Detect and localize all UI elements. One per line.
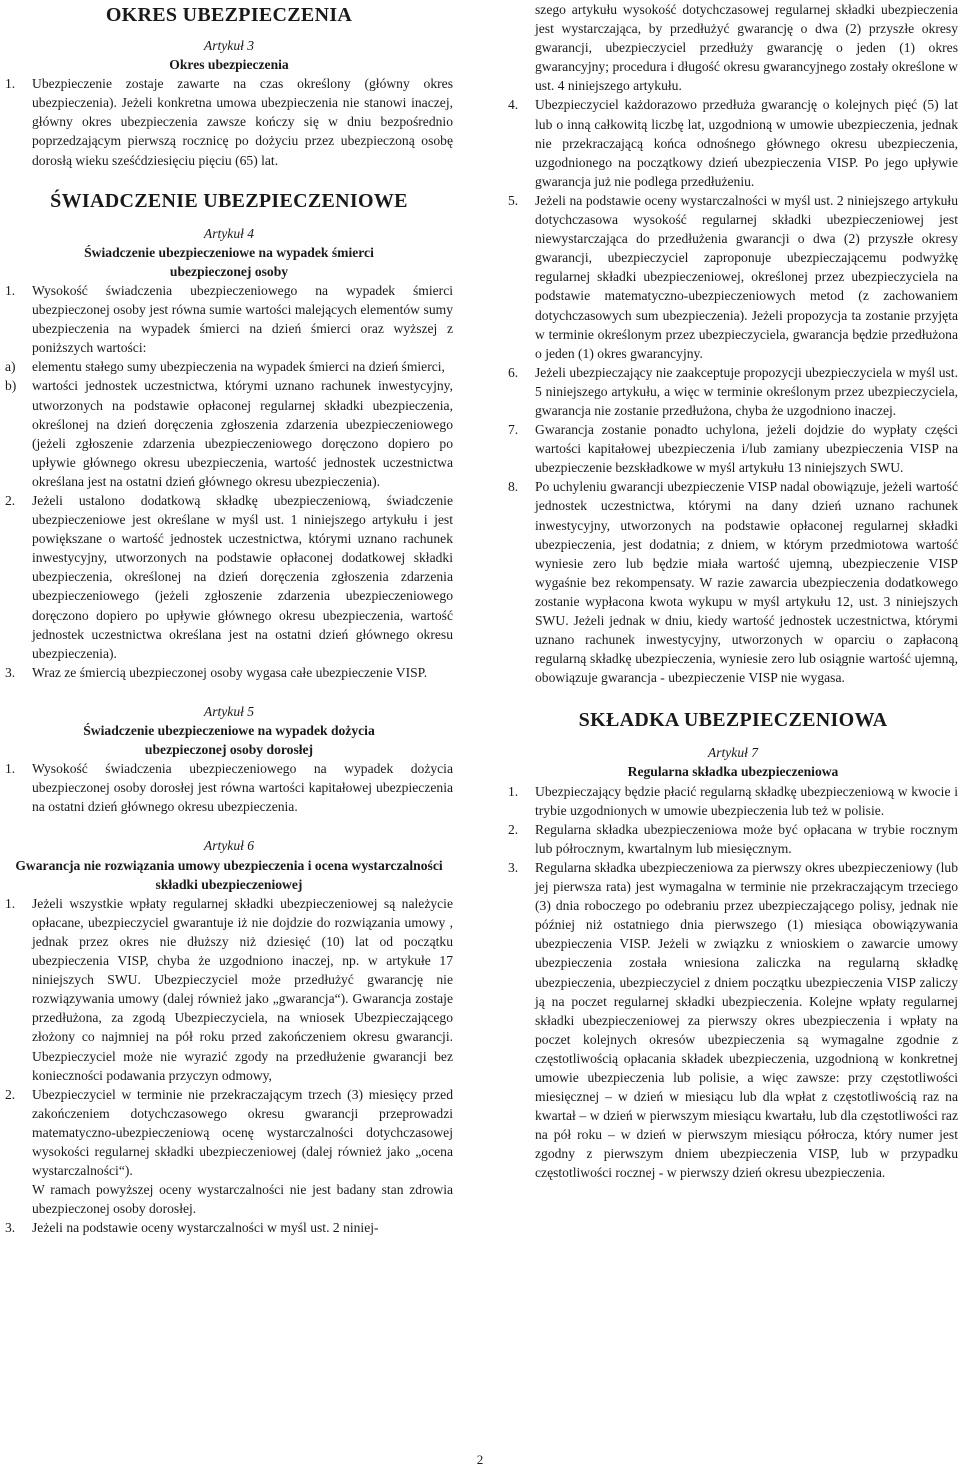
item-text: Jeżeli na podstawie oceny wystarczalności w myśl ust. 2 niniej-	[32, 1220, 379, 1236]
page-number: 2	[476, 1452, 484, 1467]
item-number: 5.	[508, 192, 519, 208]
sub-text: elementu stałego sumy ubezpieczenia na wypadek śmierci na dzień śmierci,	[32, 359, 445, 375]
item-text: Regularna składka ubezpieczeniowa może być opłacana w trybie rocznym lub półrocznym, kwartalnym lub miesięcznym.	[535, 821, 958, 856]
item-number: 1.	[508, 783, 519, 799]
article-6-item-3	[5, 1218, 453, 1237]
item-number: 3.	[5, 1220, 16, 1236]
article-6-item-4	[508, 95, 958, 190]
article-4-sub-a	[5, 357, 453, 376]
article-7-title: Regularna składka ubezpieczeniowa	[627, 764, 839, 780]
item-text: Wraz ze śmiercią ubezpieczonej osoby wygasa całe ubezpieczenie VISP.	[32, 664, 428, 680]
article-5-number: Artykuł 5	[203, 703, 255, 719]
article-3-item-1	[5, 74, 453, 169]
article-5-title: Świadczenie ubezpieczeniowe na wypadek dożycia ubezpieczonej osoby dorosłej	[83, 723, 375, 758]
item-text: Jeżeli ubezpieczający nie zaakceptuje propozycji ubezpieczyciela w myśl ust. 5 niniejszego artykułu, a więc w terminie określonym przez ubezpieczyciela, gwarancja nie zostanie przedłużona, chyba że uzgodniono inaczej.	[535, 364, 958, 418]
article-4-number: Artykuł 4	[203, 225, 255, 241]
item-text: Jeżeli na podstawie oceny wystarczalności w myśl ust. 2 niniejszego artykułu dotychczasowa wysokość regularnej składki ubezpieczeniowej jest niewystarczająca do przedłużenia gwarancji o dwa (2) przyszłe okresy gwarancji, ubezpieczyciel zaproponuje ubezpieczającemu podwyżkę regularnej składki ubezpieczeniowej, określonej przez ubezpieczyciela na podstawie matematyczno-ubezpieczeniowych metod (z zachowaniem dotychczasowych sum ubezpieczenia). Jeżeli propozycja ta zostanie przyjęta w terminie określonym przez ubezpieczyciela, gwarancja będzie przedłużona o jeden (1) okres gwarancyjny.	[535, 192, 958, 361]
article-7-item-3	[508, 858, 958, 1183]
item-text: Ubezpieczenie zostaje zawarte na czas określony (główny okres ubezpieczenia). Jeżeli konkretna umowa ubezpieczenia nie stanowi inaczej, główny okres ubezpieczenia zawsze kończy się w dniu bezpośrednio poprzedzającym pierwszą rocznicę po dożyciu przez ubezpieczoną osobę dorosłą wieku sześćdziesięciu pięciu (65) lat.	[32, 76, 453, 168]
item-number: 1.	[5, 76, 16, 92]
item-text: Po uchyleniu gwarancji ubezpieczenie VISP nadal obowiązuje, jeżeli wartość jednostek uczestnictwa, którymi na dany dzień uznano rachunek inwestycyjny, utworzonych na podstawie opłaconej regularnej składki ubezpieczenia, jest dodatnia; z dniem, w którym przedmiotowa wartość wyniesie zero lub będzie miała wartość ujemną, ubezpieczenie VISP wygaśnie bez rekompensaty. W razie zawarcia ubezpieczenia dodatkowego zostanie wypłacona kwota wykupu w myśl artykułu 12, ust. 3 niniejszych SWU. Jeżeli jednak w dniu, kiedy wartość jednostek uczestnictwa, którymi uznano rachunek inwestycyjny, utworzonych w oparciu o zapłaconą regularną składkę ubezpieczenia, wyniesie zero lub osiągnie wartość ujemną, obowiązuje gwarancja - ubezpieczenie VISP nie wygasa.	[535, 479, 958, 686]
article-7-item-2	[508, 820, 958, 858]
item-number: 2.	[508, 821, 519, 837]
item-number: 3.	[5, 664, 16, 680]
item-text: Jeżeli ustalono dodatkową składkę ubezpieczeniową, świadczenie ubezpieczeniowe jest określane w myśl ust. 1 niniejszego artykułu i jest powiększane o wartość jednostek uczestnictwa, którymi uznano rachunek inwestycyjny, utworzonych na podstawie opłaconej dodatkowej składki ubezpieczenia, określonej na dzień doręczenia zgłoszenia zdarzenia ubezpieczeniowego (jeżeli zgłoszenie zdarzenia ubezpieczeniowego doręczono dopiero po upływie głównego okresu ubezpieczenia, wartość jednostek uczestnictwa określana jest na ostatni dzień głównego okresu ubezpieczenia).	[32, 492, 453, 661]
left-column	[5, 0, 453, 1237]
article-6-item-5	[508, 191, 958, 363]
item-number: 7.	[508, 422, 519, 438]
item-number: 2.	[5, 492, 16, 508]
item-text: Wysokość świadczenia ubezpieczeniowego na wypadek śmierci ubezpieczonej osoby jest równa sumie wartości malejących elementów sumy ubezpieczenia na wypadek śmierci na dzień śmierci oraz wyższej z poniższych wartości:	[32, 282, 453, 356]
article-6-item-3-continuation: szego artykułu wysokość dotychczasowej regularnej składki ubezpieczenia jest wystarczająca, by przedłużyć gwarancję o dwa (2) przyszłe okresy gwarancji, ubezpieczyciel przedłuży gwarancję o jeden (1) okres gwarancyjny; procedura i długość okresu gwarancyjnego zostały określone w ust. 4 niniejszego artykułu.	[535, 2, 958, 94]
article-6-item-8	[508, 477, 958, 687]
item-text: Gwarancja zostanie ponadto uchylona, jeżeli dojdzie do wypłaty części wartości kapitałowej ubezpieczenia i/lub zamiany ubezpieczenia VISP na ubezpieczenie bezskładkowe w myśl artykułu 13 niniejszych SWU.	[535, 422, 958, 476]
item-number: 2.	[5, 1086, 16, 1102]
item-number: 6.	[508, 364, 519, 380]
article-7-item-1	[508, 782, 958, 820]
item-number: 8.	[508, 479, 519, 495]
sub-text: wartości jednostek uczestnictwa, którymi uznano rachunek inwestycyjny, utworzonych na podstawie opłaconej regularnej składki ubezpieczenia, określonej na dzień doręczenia zgłoszenia zdarzenia ubezpieczeniowego (jeżeli zgłoszenie zdarzenia ubezpieczeniowego doręczono dopiero po upływie głównego okresu ubezpieczenia, wartość jednostek uczestnictwa określana jest na ostatni dzień głównego okresu ubezpieczenia).	[32, 378, 453, 489]
item-text: Ubezpieczający będzie płacić regularną składkę ubezpieczeniową w kwocie i trybie uzgodnionych w umowie ubezpieczenia lub też w polisie.	[535, 783, 958, 818]
item-number: 1.	[5, 895, 16, 911]
article-4-sub-b	[5, 376, 453, 491]
article-3-number: Artykuł 3	[203, 38, 255, 53]
article-4-title: Świadczenie ubezpieczeniowe na wypadek śmierci ubezpieczonej osoby	[84, 244, 374, 279]
item-number: 4.	[508, 97, 519, 113]
article-6-item-7	[508, 420, 958, 477]
item-text: Ubezpieczyciel każdorazowo przedłuża gwarancję o kolejnych pięć (5) lat lub o inną całkowitą liczbę lat, uzgodnioną w umowie ubezpieczenia, jednak nie przekraczającą końca odnośnego głównego okresu ubezpieczenia, uzgodnionego na początkowy dzień ubezpieczenia VISP. Po jego upływie gwarancja już nie podlega przedłużeniu.	[535, 97, 958, 189]
article-6-item-6	[508, 363, 958, 420]
article-4-item-3	[5, 663, 453, 682]
item-text: Jeżeli wszystkie wpłaty regularnej składki ubezpieczeniowej są należycie opłacane, ubezpieczyciel gwarantuje iż nie dojdzie do rozwiązania umowy , jednak przez okres nie dłuższy niż dziesięć (10) lat od początku ubezpieczenia VISP, chyba że uzgodniono inaczej, np. w artykułe 17 niniejszych SWU. Ubezpieczyciel może przedłużyć gwarancję nie rozwiązywania umowy (dalej również jako „gwarancja“). Gwarancja zostaje przedłużona, za zgodą Ubezpieczyciela, na wniosek Ubezpieczającego złożony co najmniej na pół roku przed zakończeniem okresu gwarancji. Ubezpieczyciel może nie wyrazić zgody na przedłużenie gwarancji bez konieczności podawania przyczyn odmowy,	[32, 895, 453, 1083]
right-column	[508, 0, 958, 1183]
item-text: Regularna składka ubezpieczeniowa za pierwszy okres ubezpieczeniowy (lub jej pierwsza rata) jest wymagalna w terminie nie przekraczającym trzeciego (3) dnia roboczego po odebraniu przez ubezpieczającego polisy, jednak nie później niż ostatniego dnia pierwszego (1) miesiąca obowiązywania ubezpieczenia VISP. Jeżeli w związku z wnioskiem o zawarcie umowy ubezpieczenia została wniesiona zaliczka na regularną składkę ubezpieczenia, ubezpieczyciel z dniem początku ubezpieczenia VISP zaliczy ją na poczet regularnej składki ubezpieczenia. Kolejne wpłaty regularnej składki ubezpieczeniowej za pierwszy okres ubezpieczenia i wpłaty na poczet kolejnych okresów ubezpieczenia są wymagalne zgodnie z częstotliwością opłacania składek ubezpieczenia, uzgodnioną w konkretnej umowie ubezpieczenia lub polisie, a więc zawsze: przy częstotliwości miesięcznej – w dzień w miesiącu lub dla wpłat z częstotliwością raz na kwartał – w dzień w pierwszym miesiącu kwartału, lub dla częstotliwości raz na pół roku – w dzień w pierwszym miesiącu półrocza, który numer jest zgodny z pierwszym dniem ubezpieczenia VISP, lub w przypadku częstotliwości rocznej - w pierwszy dzień okresu ubezpieczenia.	[535, 859, 958, 1181]
article-5-item-1	[5, 759, 453, 816]
item-text: Wysokość świadczenia ubezpieczeniowego na wypadek dożycia ubezpieczonej osoby dorosłej jest równa wartości kapitałowej ubezpieczenia na ostatni dzień głównego okresu ubezpieczenia.	[32, 761, 453, 815]
article-6-number: Artykuł 6	[203, 838, 255, 854]
section-heading-skladka: SKŁADKA UBEZPIECZENIOWA	[578, 709, 888, 732]
section-heading-swiadczenie: ŚWIADCZENIE UBEZPIECZENIOWE	[50, 189, 408, 212]
article-4-item-1	[5, 281, 453, 357]
article-3-title: Okres ubezpieczenia	[169, 57, 289, 73]
article-6-item-2-note: W ramach powyższej oceny wystarczalności nie jest badany stan zdrowia ubezpieczonej osoby dorosłej.	[32, 1182, 453, 1217]
item-number: 3.	[508, 859, 519, 875]
sub-letter: b)	[5, 378, 17, 394]
sub-letter: a)	[5, 359, 16, 375]
section-heading-okres: OKRES UBEZPIECZENIA	[105, 4, 353, 26]
item-number: 1.	[5, 282, 16, 298]
article-4-item-2	[5, 491, 453, 663]
article-6-item-2	[5, 1085, 453, 1180]
article-6-item-1	[5, 894, 453, 1085]
article-6-title: Gwarancja nie rozwiązania umowy ubezpieczenia i ocena wystarczalności składki ubezpieczeniowej	[15, 857, 443, 892]
article-7-number: Artykuł 7	[707, 745, 759, 761]
item-text: Ubezpieczyciel w terminie nie przekraczającym trzech (3) miesięcy przed zakończeniem dotychczasowego okresu gwarancji przeprowadzi matematyczno-ubezpieczeniową ocenę wystarczalności dotychczasowej wysokości regularnej składki ubezpieczeniowej (dalej również jako „ocena wystarczalności“).	[32, 1086, 453, 1179]
item-number: 1.	[5, 761, 16, 777]
